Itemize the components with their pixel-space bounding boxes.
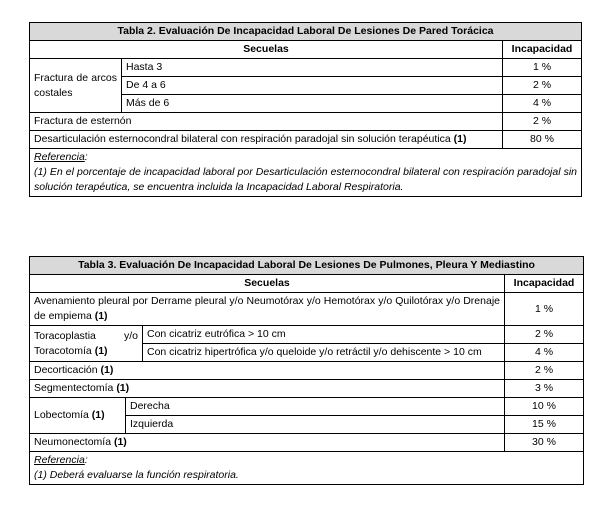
reference-colon: : — [84, 151, 88, 163]
row-sublabel: Más de 6 — [122, 95, 503, 113]
table-title: Tabla 3. Evaluación De Incapacidad Laboral De Lesiones De Pulmones, Pleura Y Mediastino — [30, 257, 584, 275]
row-label-neumonectomia — [30, 434, 505, 452]
row-value: 2 % — [503, 113, 582, 131]
reference-text: (1) Deberá evaluarse la función respiratoria. — [34, 469, 239, 481]
row-value: 2 % — [503, 77, 582, 95]
row-label-lobectomia — [30, 398, 126, 434]
reference-text: (1) En el porcentaje de incapacidad laboral por Desarticulación esternocondral bilateral con respiración paradojal sin solución terapéutica, se encuentra incluida la Incapacidad Laboral Respiratoria. — [34, 166, 578, 193]
row-label-text: Avenamiento pleural por Derrame pleural y/o Neumotórax y/o Hemotórax y/o Quilotórax y/o Drenaje de empiema — [34, 295, 500, 322]
reference-mark: (1) — [113, 436, 127, 448]
row-label-text: Lobectomía — [34, 409, 89, 421]
row-value: 80 % — [503, 131, 582, 149]
row-sublabel: Con cicatriz hipertrófica y/o queloide y/o retráctil y/o dehiscente > 10 cm — [143, 344, 505, 362]
row-value: 4 % — [505, 344, 584, 362]
row-value: 10 % — [505, 398, 584, 416]
reference-mark: (1) — [116, 382, 130, 394]
row-sublabel: Derecha — [126, 398, 505, 416]
reference-mark: (1) — [453, 133, 467, 145]
table-title: Tabla 2. Evaluación De Incapacidad Laboral De Lesiones De Pared Torácica — [30, 23, 582, 41]
row-label-text: Neumonectomía — [34, 436, 112, 448]
column-header-incapacidad: Incapacidad — [505, 275, 584, 293]
table-pulmones-pleura — [29, 256, 584, 485]
column-header-incapacidad: Incapacidad — [503, 41, 582, 59]
row-label-esternon: Fractura de esternón — [30, 113, 503, 131]
row-label-toracoplastia — [30, 326, 143, 362]
row-value: 2 % — [505, 362, 584, 380]
reference-mark: (1) — [91, 409, 105, 421]
row-value: 4 % — [503, 95, 582, 113]
row-label-text: Desarticulación esternocondral bilateral con respiración paradojal sin solución terapéutica — [34, 133, 451, 145]
row-value: 1 % — [505, 293, 584, 326]
table-pared-toracica — [29, 22, 582, 197]
row-label-fractura-arcos: Fractura de arcos costales — [30, 59, 122, 113]
reference-note — [30, 452, 584, 485]
row-value: 30 % — [505, 434, 584, 452]
reference-mark: (1) — [94, 310, 108, 322]
row-label-segmentectomia — [30, 380, 505, 398]
row-value: 15 % — [505, 416, 584, 434]
reference-label: Referencia — [34, 454, 85, 466]
row-label-text: Toracoplastia y/o Toracotomía — [34, 329, 138, 357]
row-value: 3 % — [505, 380, 584, 398]
row-sublabel: Con cicatriz eutrófica > 10 cm — [143, 326, 505, 344]
row-label-desarticulacion — [30, 131, 503, 149]
row-value: 1 % — [503, 59, 582, 77]
column-header-secuelas: Secuelas — [30, 41, 503, 59]
reference-mark: (1) — [94, 344, 108, 357]
row-label-text: Segmentectomía — [34, 382, 114, 394]
column-header-secuelas: Secuelas — [30, 275, 505, 293]
row-sublabel: De 4 a 6 — [122, 77, 503, 95]
reference-note — [30, 149, 582, 197]
row-sublabel: Izquierda — [126, 416, 505, 434]
reference-colon: : — [84, 454, 88, 466]
reference-label: Referencia — [34, 151, 85, 163]
row-value: 2 % — [505, 326, 584, 344]
reference-mark: (1) — [100, 364, 114, 376]
row-sublabel: Hasta 3 — [122, 59, 503, 77]
row-label-avenamiento — [30, 293, 505, 326]
row-label-decorticacion — [30, 362, 505, 380]
row-label-text: Decorticación — [34, 364, 98, 376]
